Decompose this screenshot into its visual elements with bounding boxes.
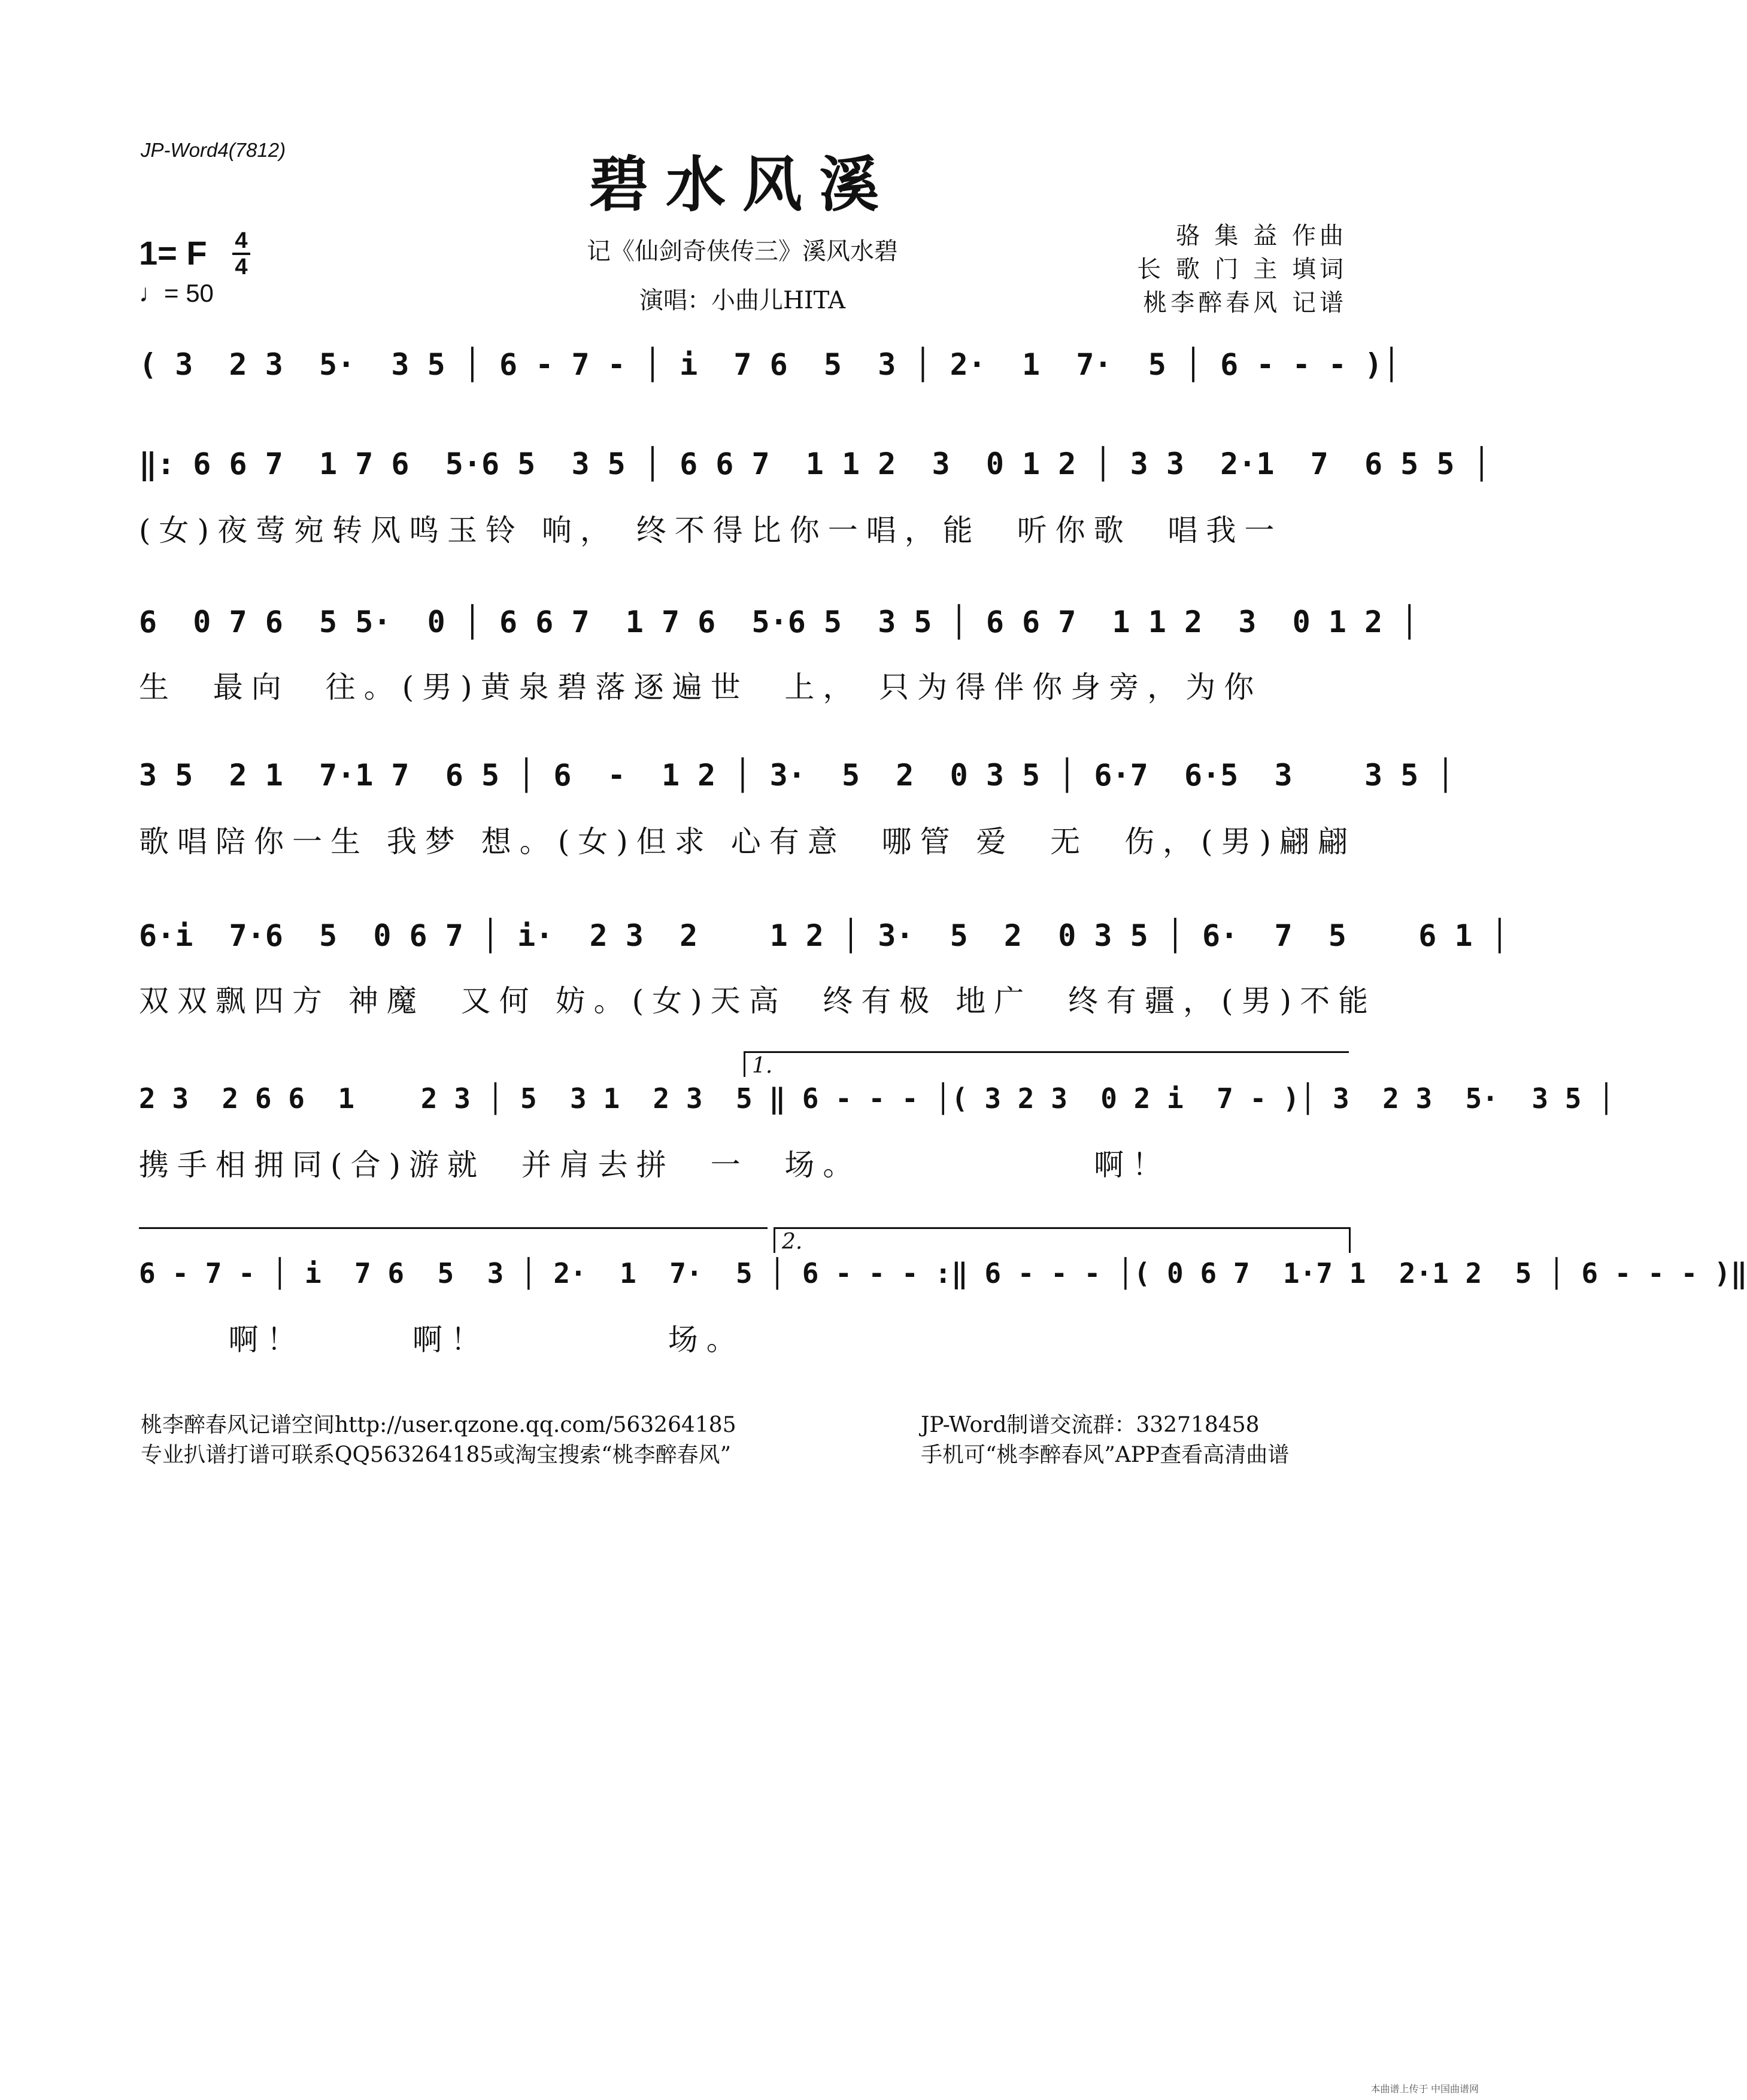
footer-right-line1: JP-Word制谱交流群：332718458 [921, 1413, 1260, 1437]
notes-line: 6 0 7 6 5 5· 0 │ 6 6 7 1 7 6 5·6 5 3 5 │ 6 6 7 1 1 2 3 0 1 2 │ [139, 605, 1419, 639]
watermark: 本曲谱上传于 中国曲谱网 [1370, 2084, 1479, 2095]
page-title: 碧水风溪 [589, 149, 896, 220]
notes-line: 6·i 7·6 5 0 6 7 │ i· 2 3 2 1 2 │ 3· 5 2 0 3 5 │ 6· 7 5 6 1 │ [139, 918, 1509, 953]
key-signature: 1= F [139, 234, 207, 272]
footer-left-line1: 桃李醉春风记谱空间http://user.qzone.qq.com/563264185 [141, 1413, 736, 1437]
lyricist-credit: 长 歌 门 主 填词 [1137, 256, 1347, 283]
volta-bracket-2 [774, 1227, 1351, 1253]
footer-left-line2: 专业扒谱打谱可联系QQ563264185或淘宝搜索“桃李醉春风” [141, 1443, 731, 1467]
software-label: JP-Word4(7812) [141, 139, 286, 161]
footer-right-line2: 手机可“桃李醉春风”APP查看高清曲谱 [921, 1443, 1290, 1467]
singer-credit: 演唱：小曲儿HITA [639, 287, 846, 314]
notes-line: 6 - 7 - │ i 7 6 5 3 │ 2· 1 7· 5 │ 6 - - - :‖ 6 - - - │( 0 6 7 1·7 1 2·1 2 5 │ 6 - - - )‖ [139, 1257, 1747, 1289]
volta-bracket-1 [744, 1051, 1349, 1077]
composer-credit: 骆 集 益 作曲 [1175, 222, 1347, 250]
volta-label-2: 2. [782, 1230, 803, 1254]
notes-line: ( 3 2 3 5· 3 5 │ 6 - 7 - │ i 7 6 5 3 │ 2· 1 7· 5 │ 6 - - - )│ [139, 347, 1401, 382]
lyrics-line: 生 最向 往。(男)黄泉碧落逐遍世 上， 只为得伴你身旁，为你 [139, 670, 1263, 705]
subtitle: 记《仙剑奇侠传三》溪风水碧 [587, 238, 898, 265]
volta-label-1: 1. [752, 1054, 773, 1078]
volta-continuation [139, 1227, 768, 1253]
lyrics-line: 双双飘四方 神魔 又何 妨。(女)天高 终有极 地广 终有疆，(男)不能 [139, 984, 1377, 1018]
lyrics-line: 歌唱陪你一生 我梦 想。(女)但求 心有意 哪管 爱 无 伤，(男)翩翩 [139, 824, 1356, 859]
lyrics-line: 啊！ 啊！ 场。 [139, 1322, 745, 1357]
notes-line: 3 5 2 1 7·1 7 6 5 │ 6 - 1 2 │ 3· 5 2 0 3 5 │ 6·7 6·5 3 3 5 │ [139, 758, 1455, 793]
tempo-marking: ♩= 50 [139, 279, 214, 307]
notes-line: 2 3 2 6 6 1 2 3 │ 5 3 1 2 3 5 ‖ 6 - - - │( 3 2 3 0 2 i 7 - )│ 3 2 3 5· 3 5 │ [139, 1082, 1615, 1115]
lyrics-line: 携手相拥同(合)游就 并肩去拼 一 场。 啊！ [139, 1148, 1170, 1182]
lyrics-line: (女)夜莺宛转风鸣玉铃 响， 终不得比你一唱，能 听你歌 唱我一 [139, 513, 1283, 548]
notes-line: ‖: 6 6 7 1 7 6 5·6 5 3 5 │ 6 6 7 1 1 2 3 0 1 2 │ 3 3 2·1 7 6 5 5 │ [139, 447, 1491, 481]
time-signature-bottom: 4 [235, 254, 248, 280]
transcriber-credit: 桃李醉春风 记谱 [1143, 289, 1347, 317]
time-signature-top: 4 [235, 228, 248, 253]
